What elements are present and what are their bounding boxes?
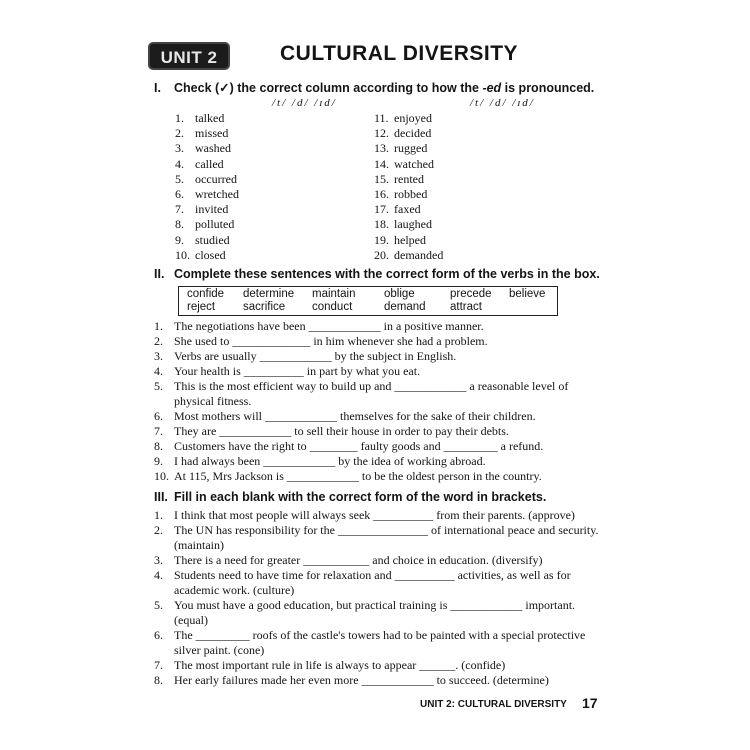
exercise-item: [154, 628, 599, 658]
word-item: [175, 187, 239, 202]
word-item: [175, 172, 239, 187]
word-item-number: 12.: [374, 126, 389, 141]
exercise-item-text: Verbs are usually ____________ by the subject in English.: [174, 349, 457, 363]
word-item-text: missed: [195, 126, 229, 141]
exercise-item: [154, 568, 599, 598]
word-item-number: 7.: [175, 202, 184, 217]
word-item-text: rented: [394, 171, 424, 186]
section-2-heading: [154, 267, 600, 281]
word-item-number: 14.: [374, 156, 389, 171]
exercise-item-number: 7.: [154, 658, 163, 672]
word-item: [374, 111, 443, 126]
exercise-item: [154, 349, 599, 364]
word-item-text: studied: [195, 232, 230, 247]
exercise-item-number: 5.: [154, 379, 163, 393]
verb-box-word: oblige: [384, 288, 415, 300]
exercise-item-text: The UN has responsibility for the _______________ of international peace and security. (maintain): [174, 523, 599, 552]
exercise-item: [154, 673, 599, 688]
verb-box: [178, 286, 558, 316]
exercise-item-number: 4.: [154, 568, 163, 582]
verb-box-word: believe: [509, 288, 546, 300]
section-3-heading-text: Fill in each blank with the correct form of the word in brackets.: [174, 490, 547, 504]
word-item-number: 17.: [374, 202, 389, 217]
page-title: CULTURAL DIVERSITY: [280, 42, 519, 65]
exercise-item: [154, 508, 599, 523]
word-item-number: 6.: [175, 187, 184, 202]
exercise-item: [154, 469, 599, 484]
exercise-item-number: 10.: [154, 469, 169, 483]
exercise-item: [154, 553, 599, 568]
word-item-number: 4.: [175, 156, 184, 171]
word-item: [175, 233, 239, 248]
word-item-text: called: [195, 156, 224, 171]
exercise-item-text: She used to _____________ in him whenever she had a problem.: [174, 334, 488, 348]
word-item-number: 10.: [175, 247, 190, 262]
verb-box-word: attract: [450, 301, 482, 313]
exercise-item-number: 7.: [154, 424, 163, 438]
section-2-heading-text: Complete these sentences with the correct form of the verbs in the box.: [174, 267, 600, 281]
verb-box-word: confide: [187, 288, 225, 300]
verb-box-word: demand: [384, 301, 426, 313]
exercise-item: [154, 658, 599, 673]
exercise-item: [154, 439, 599, 454]
exercise-item-number: 8.: [154, 673, 163, 687]
word-item: [374, 157, 443, 172]
word-item-number: 2.: [175, 126, 184, 141]
verb-box-word: conduct: [312, 301, 353, 313]
exercise-item-text: At 115, Mrs Jackson is ____________ to be the oldest person in the country.: [174, 469, 542, 483]
exercise-item: [154, 409, 599, 424]
exercise-item: [154, 598, 599, 628]
exercise-item-text: Students need to have time for relaxation and __________ activities, as well as for academic work. (culture): [174, 568, 571, 597]
word-item-number: 5.: [175, 171, 184, 186]
word-item: [374, 141, 443, 156]
word-item: [374, 172, 443, 187]
exercise-item-text: They are ____________ to sell their house in order to pay their debts.: [174, 424, 509, 438]
word-item-number: 20.: [374, 247, 389, 262]
ipa-header-left: /t/ /d/ /ɪd/: [272, 97, 337, 109]
exercise-item: [154, 424, 599, 439]
word-item: [374, 187, 443, 202]
word-item-number: 18.: [374, 217, 389, 232]
exercise-item-text: Customers have the right to ________ faulty goods and _________ a refund.: [174, 439, 544, 453]
word-item-text: polluted: [195, 217, 235, 232]
exercise-item-text: The negotiations have been ____________ in a positive manner.: [174, 319, 484, 333]
word-item-number: 19.: [374, 232, 389, 247]
word-item-text: demanded: [394, 247, 444, 262]
ipa-header-right: /t/ /d/ /ɪd/: [470, 97, 535, 109]
exercise-item-number: 3.: [154, 349, 163, 363]
exercise-item: [154, 364, 599, 379]
word-item: [175, 111, 239, 126]
word-item: [175, 248, 239, 263]
section-2-number: II.: [154, 267, 165, 281]
unit-badge: UNIT 2: [148, 42, 230, 70]
word-column-1: [175, 111, 239, 263]
word-item: [175, 126, 239, 141]
exercise-item-text: I think that most people will always seek __________ from their parents. (approve): [174, 508, 575, 522]
section-1-heading: [154, 80, 594, 95]
footer-unit-label: UNIT 2: CULTURAL DIVERSITY: [420, 699, 567, 710]
exercise-item: [154, 334, 599, 349]
word-item-number: 16.: [374, 187, 389, 202]
word-item: [374, 126, 443, 141]
word-item-number: 15.: [374, 171, 389, 186]
verb-box-word: maintain: [312, 288, 356, 300]
section-3-exercise-list: [154, 508, 599, 688]
word-item-text: wretched: [195, 187, 239, 202]
exercise-item-number: 6.: [154, 409, 163, 423]
exercise-item-text: This is the most efficient way to build up and ____________ a reasonable level of physical fitness.: [174, 379, 569, 408]
section-1-heading-post: is pronounced.: [501, 81, 595, 95]
section-3-heading: [154, 490, 546, 504]
exercise-item-text: Your health is __________ in part by what you eat.: [174, 364, 421, 378]
section-1-heading-em: -ed: [482, 81, 502, 95]
word-item-text: robbed: [394, 187, 428, 202]
exercise-item-number: 9.: [154, 454, 163, 468]
word-item: [374, 217, 443, 232]
section-3-number: III.: [154, 490, 168, 504]
exercise-item-text: Her early failures made her even more ____________ to succeed. (determine): [174, 673, 549, 687]
exercise-item-text: There is a need for greater ___________ and choice in education. (diversify): [174, 553, 543, 567]
exercise-item-text: I had always been ____________ by the idea of working abroad.: [174, 454, 486, 468]
word-item-text: occurred: [195, 171, 237, 186]
word-item-number: 1.: [175, 111, 184, 125]
exercise-item: [154, 319, 599, 334]
word-item: [374, 233, 443, 248]
word-item: [175, 157, 239, 172]
exercise-item-number: 3.: [154, 553, 163, 567]
word-item-text: enjoyed: [394, 111, 432, 125]
word-item-text: laughed: [394, 217, 432, 232]
word-item-number: 3.: [175, 141, 184, 156]
word-item-number: 11.: [374, 111, 389, 125]
word-item-number: 9.: [175, 232, 184, 247]
exercise-item-number: 1.: [154, 319, 163, 333]
word-item-text: rugged: [394, 141, 428, 156]
word-item-number: 8.: [175, 217, 184, 232]
word-item-text: washed: [195, 141, 231, 156]
exercise-item-number: 8.: [154, 439, 163, 453]
verb-box-word: sacrifice: [243, 301, 286, 313]
title-row: [148, 40, 598, 74]
exercise-item: [154, 523, 599, 553]
word-item-text: invited: [195, 202, 229, 217]
exercise-item-number: 2.: [154, 334, 163, 348]
word-item: [374, 202, 443, 217]
verb-box-word: reject: [187, 301, 216, 313]
word-item: [175, 141, 239, 156]
word-item: [374, 248, 443, 263]
exercise-item-text: You must have a good education, but practical training is ____________ important. (equal): [174, 598, 576, 627]
exercise-item-number: 2.: [154, 523, 163, 537]
exercise-item-text: The most important rule in life is always to appear ______. (confide): [174, 658, 506, 672]
word-item-number: 13.: [374, 141, 389, 156]
word-column-2: [374, 111, 443, 263]
word-item-text: closed: [195, 247, 226, 262]
section-1-heading-pre: Check (✓) the correct column according to how the: [174, 81, 483, 95]
exercise-item-number: 5.: [154, 598, 163, 612]
word-item-text: watched: [394, 156, 434, 171]
exercise-item: [154, 379, 599, 409]
exercise-item-text: Most mothers will ____________ themselves for the sake of their children.: [174, 409, 536, 423]
word-item: [175, 202, 239, 217]
exercise-item-number: 4.: [154, 364, 163, 378]
word-item-text: decided: [394, 126, 432, 141]
page-number: 17: [582, 695, 598, 711]
exercise-item-number: 6.: [154, 628, 163, 642]
exercise-item-number: 1.: [154, 508, 163, 522]
section-2-exercise-list: [154, 319, 599, 484]
verb-box-word: determine: [243, 288, 295, 300]
word-item-text: faxed: [394, 202, 421, 217]
section-1-number: I.: [154, 81, 161, 95]
word-item-text: helped: [394, 232, 426, 247]
word-item-text: talked: [195, 111, 225, 125]
verb-box-word: precede: [450, 288, 492, 300]
exercise-item: [154, 454, 599, 469]
exercise-item-text: The _________ roofs of the castle's towers had to be painted with a special protective silver paint. (cone): [174, 628, 586, 657]
word-item: [175, 217, 239, 232]
